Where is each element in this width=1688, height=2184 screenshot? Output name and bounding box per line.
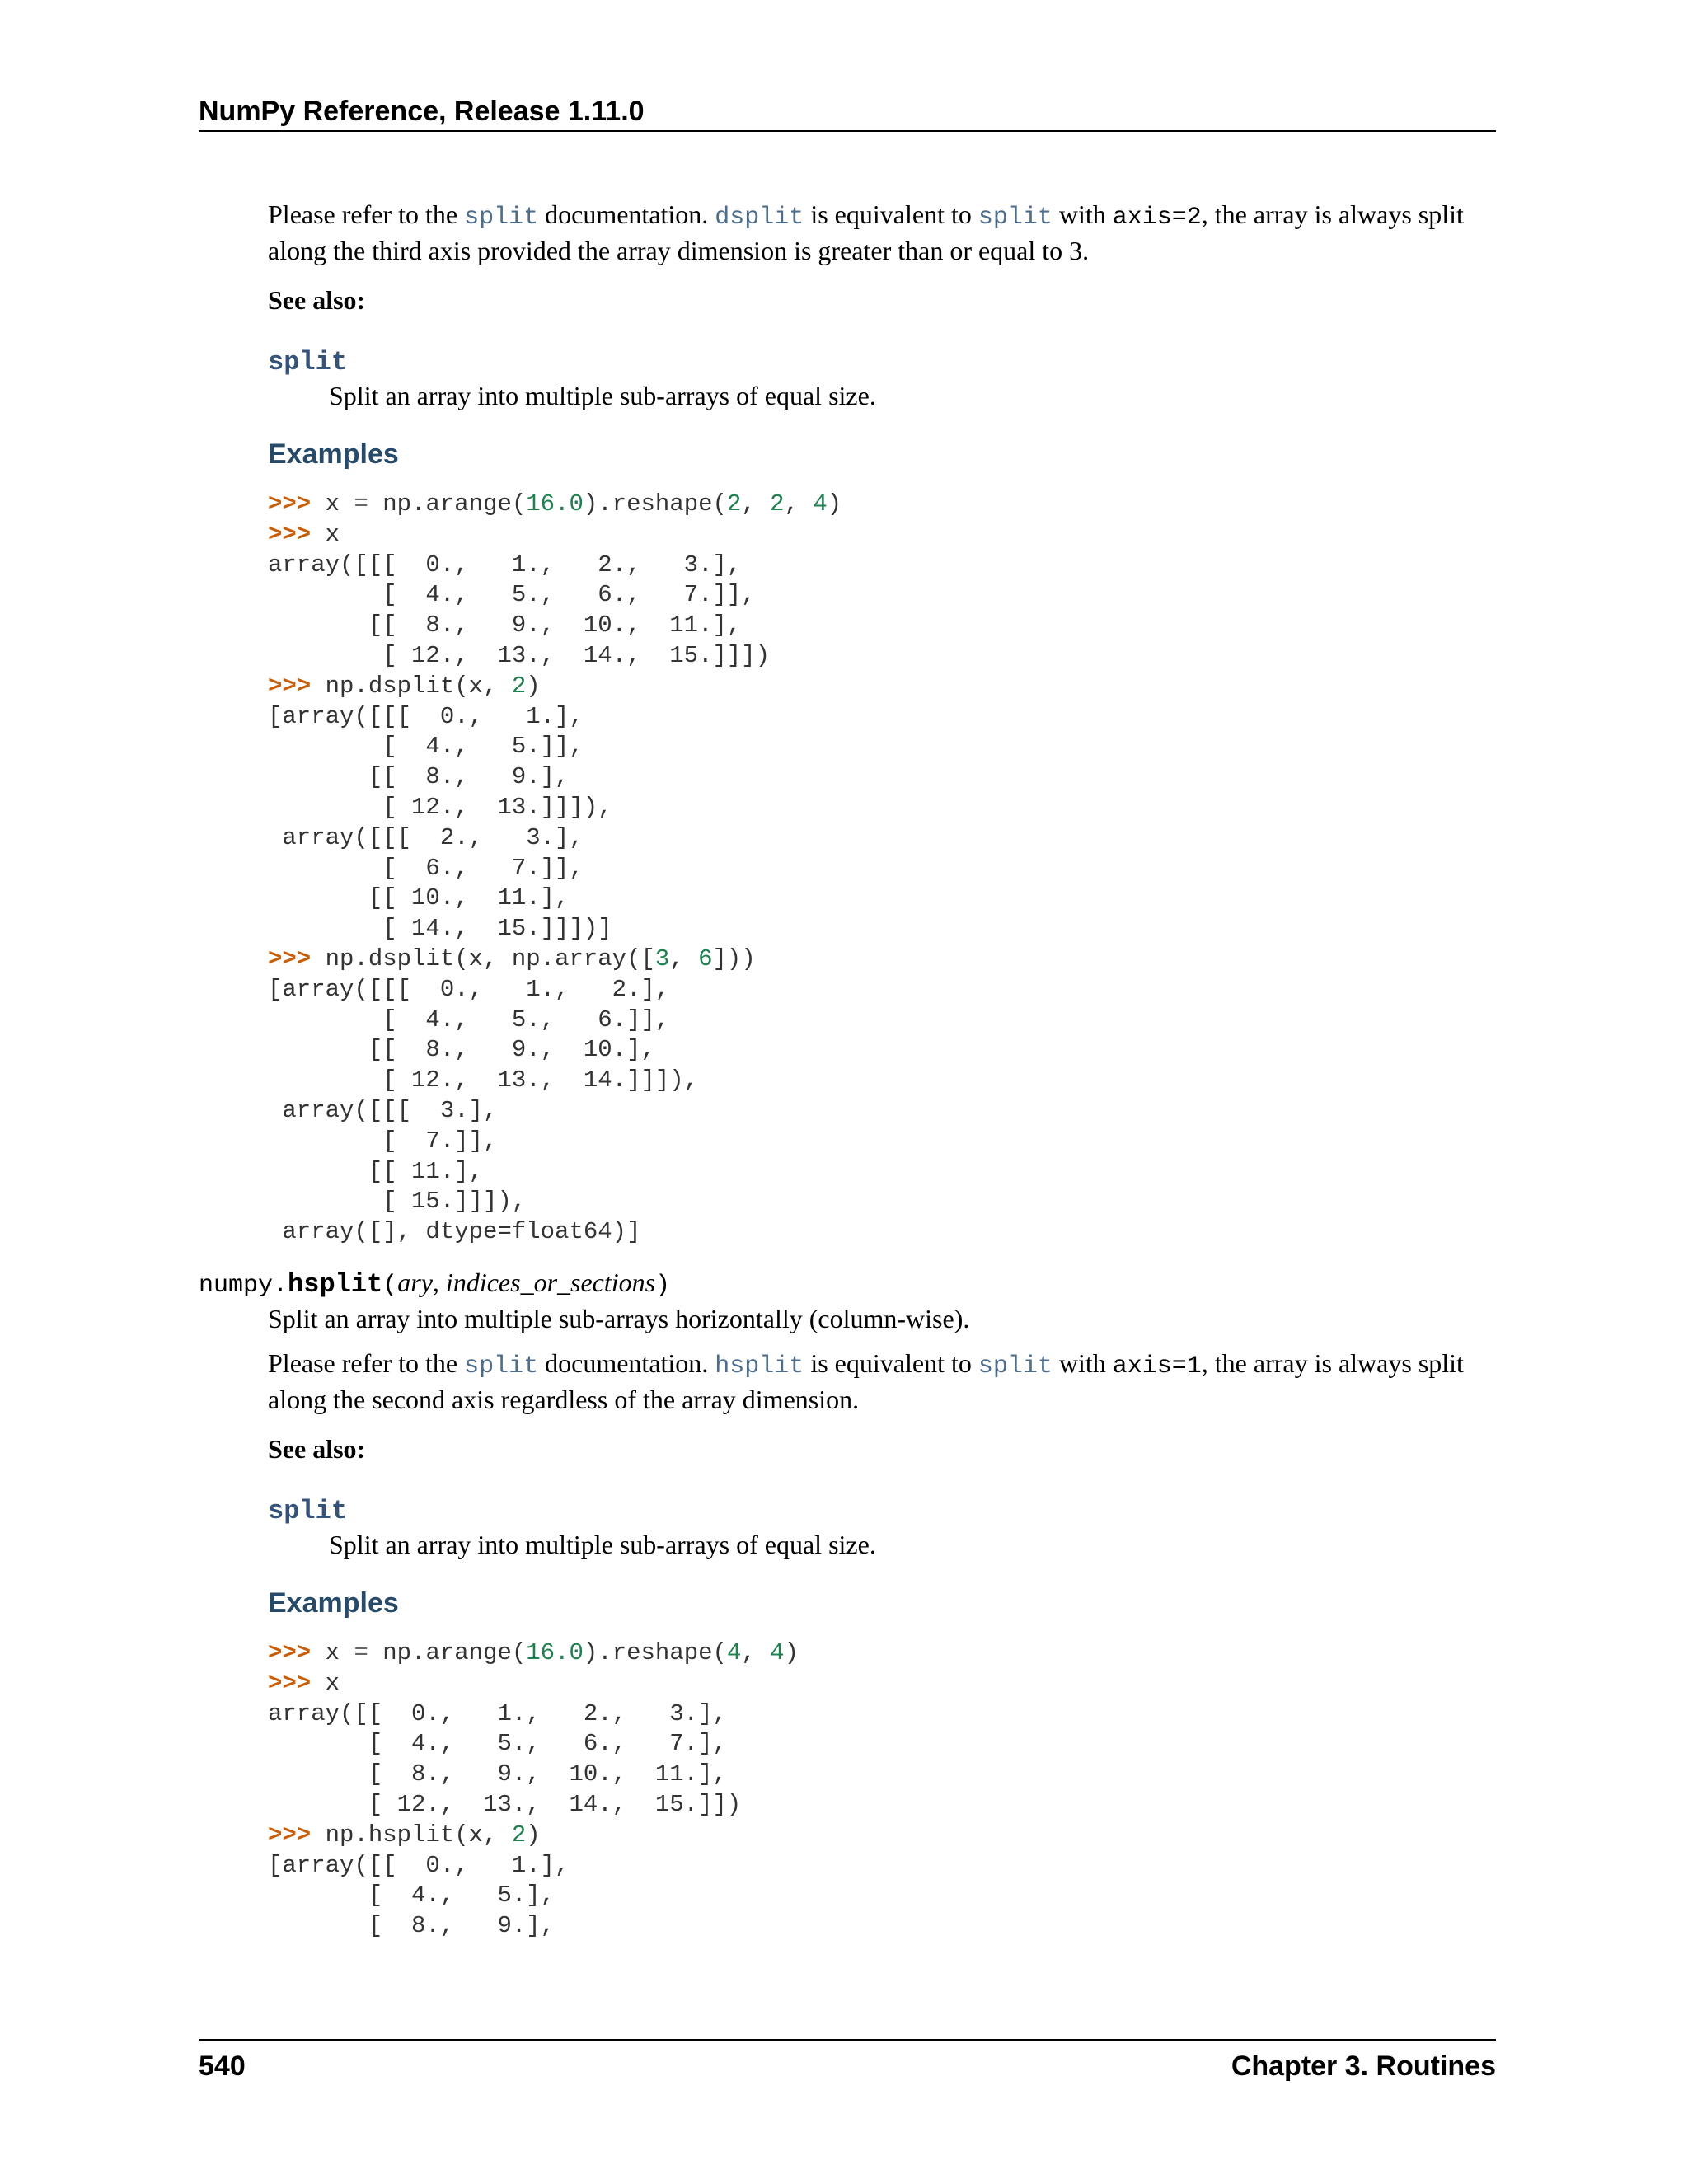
- dsplit-description: Please refer to the split documentation. dsplit is equivalent to split with axis=2, the array is always split along the third axis provided the array dimension is greater than or equal to 3.: [268, 199, 1464, 265]
- hsplit-description: Please refer to the split documentation. hsplit is equivalent to split with axis=1, the array is always split along the second axis regardless of the array dimension.: [268, 1347, 1464, 1414]
- chapter-title: Chapter 3. Routines: [1231, 2050, 1496, 2082]
- page-number: 540: [199, 2050, 246, 2082]
- examples-heading: Examples: [268, 438, 399, 470]
- split-link[interactable]: split: [978, 204, 1053, 232]
- header-title: NumPy Reference, Release 1.11.0: [199, 96, 645, 127]
- see-also-description: Split an array into multiple sub-arrays of equal size.: [329, 381, 876, 410]
- hsplit-signature: numpy.hsplit(ary, indices_or_sections): [199, 1267, 671, 1300]
- split-link[interactable]: split: [464, 204, 539, 232]
- page-header: [199, 92, 1496, 132]
- hsplit-link[interactable]: hsplit: [715, 1352, 804, 1380]
- axis-literal: axis=1: [1112, 1352, 1202, 1380]
- axis-literal: axis=2: [1112, 204, 1202, 232]
- split-link[interactable]: split: [464, 1352, 539, 1380]
- see-also-split-link[interactable]: split: [268, 347, 348, 377]
- page-footer: [199, 2039, 1496, 2085]
- see-also-label: See also:: [268, 285, 366, 315]
- page-content: [199, 198, 1496, 1942]
- hsplit-code-block: >>> x = np.arange(16.0).reshape(4, 4) >>> x array([[ 0., 1., 2., 3.], [ 4., 5., 6., 7.], [ 8., 9., 10., 11.], [ 12., 13., 14., 15.]]) >>> np.hsplit(x, 2) [array([[ 0., 1.], [ 4., 5.], [ 8., 9.],: [268, 1638, 799, 1940]
- dsplit-code-block: >>> x = np.arange(16.0).reshape(2, 2, 4) >>> x array([[[ 0., 1., 2., 3.], [ 4., 5., 6., 7.]], [[ 8., 9., 10., 11.], [ 12., 13., 14., 15.]]]) >>> np.dsplit(x, 2) [array([[[ 0., 1.], [ 4., 5.]], [[ 8., 9.], [ 12., 13.]]]), array([[[ 2., 3.], [ 6., 7.]], [[ 10., 11.], [ 14., 15.]]])] >>> np.dsplit(x, np.array([3, 6])) [array([[[ 0., 1., 2.], [ 4., 5., 6.]], [[ 8., 9., 10.], [ 12., 13., 14.]]]), array([[[ 3.], [ 7.]], [[ 11.], [ 15.]]]), array([], dtype=float64)]: [268, 490, 842, 1246]
- see-also-description: Split an array into multiple sub-arrays of equal size.: [329, 1529, 876, 1559]
- examples-heading: Examples: [268, 1586, 399, 1619]
- hsplit-summary: Split an array into multiple sub-arrays horizontally (column-wise).: [268, 1303, 970, 1333]
- see-also-split-link[interactable]: split: [268, 1495, 348, 1526]
- dsplit-link[interactable]: dsplit: [715, 204, 804, 232]
- split-link[interactable]: split: [978, 1352, 1053, 1380]
- see-also-label: See also:: [268, 1433, 366, 1464]
- hsplit-function-name: hsplit: [288, 1268, 383, 1300]
